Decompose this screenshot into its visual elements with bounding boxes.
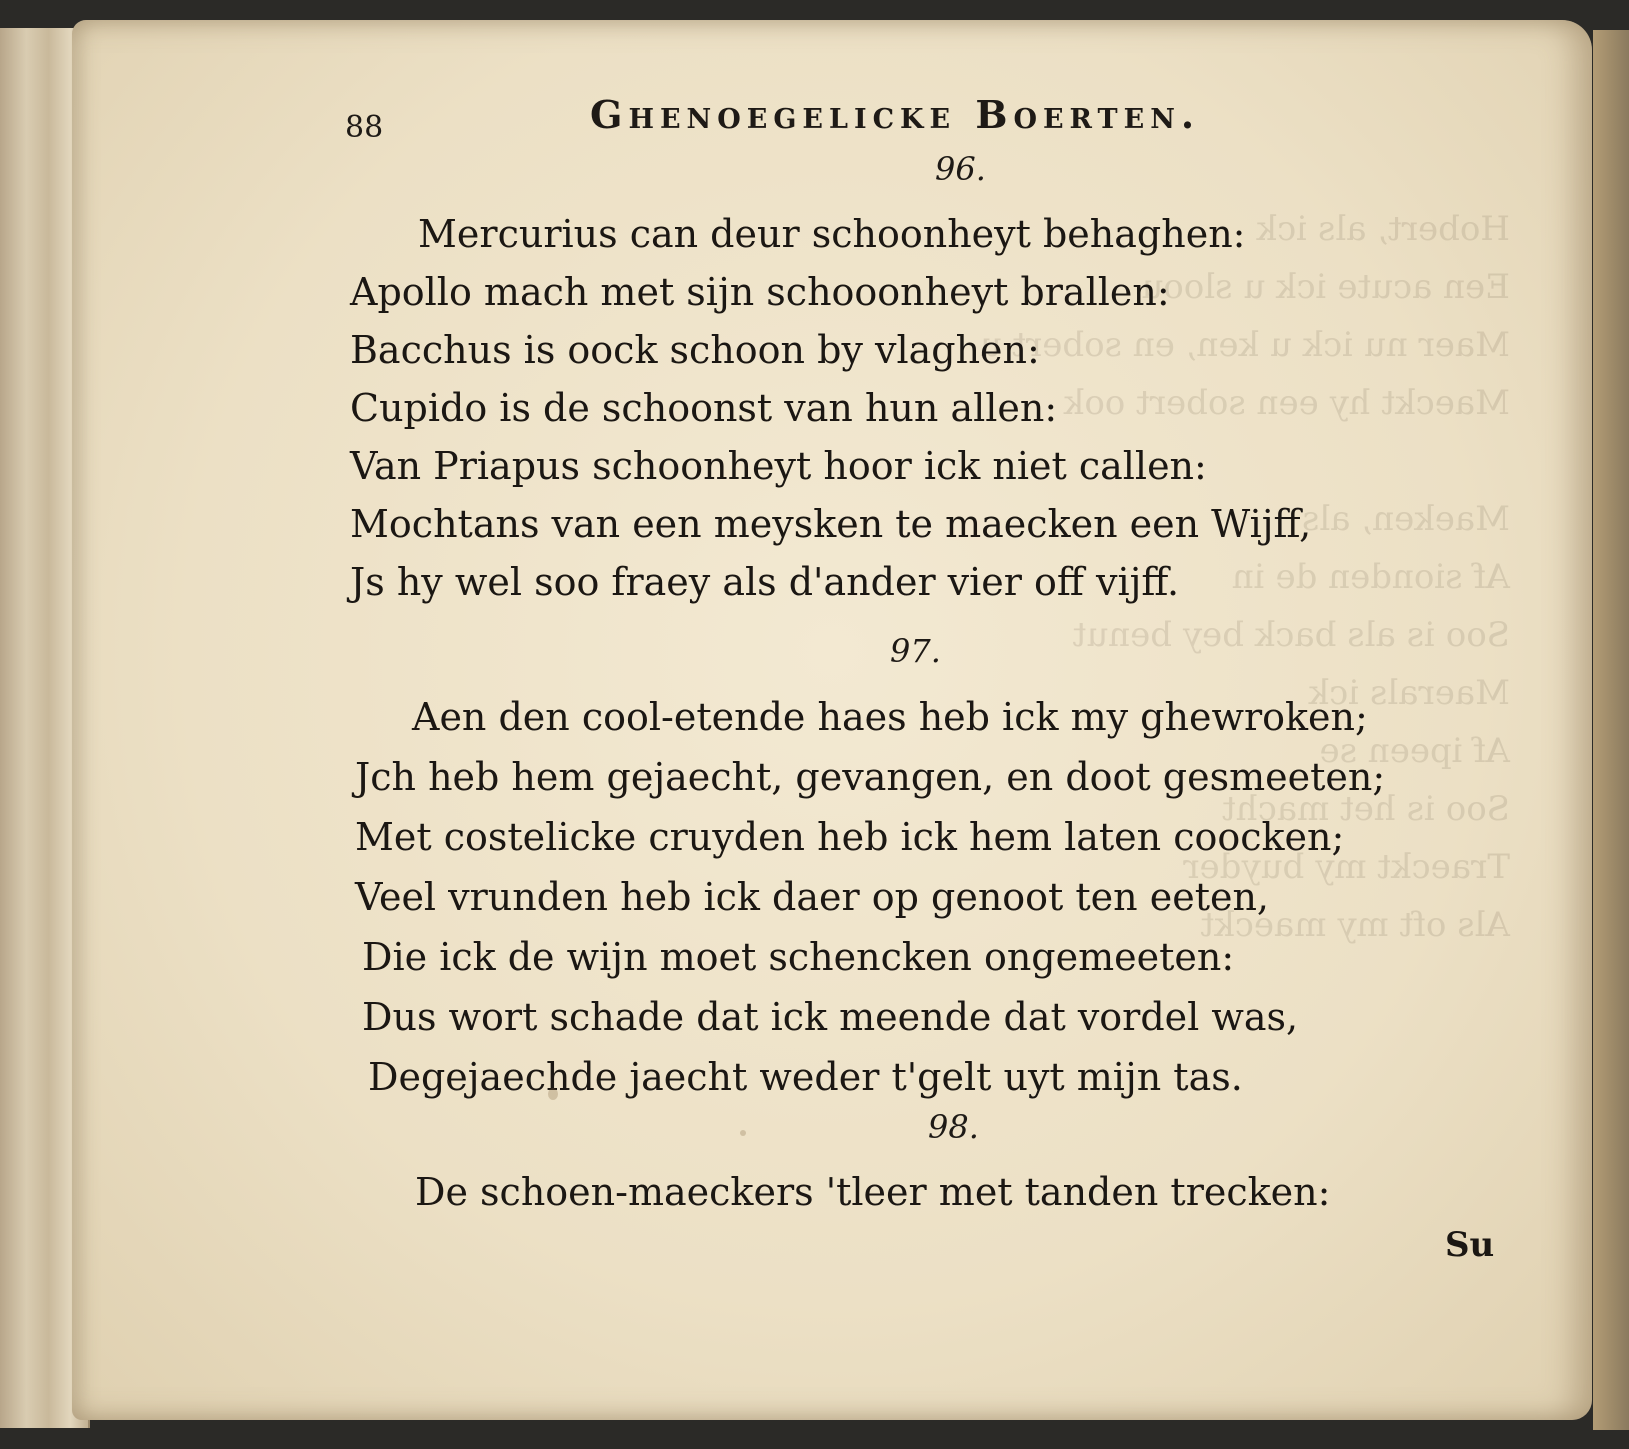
verse-number: 97. [890, 632, 941, 670]
catchword: Su [1445, 1225, 1495, 1265]
verse-line: Met costelicke cruyden heb ick hem laten coocken; [355, 815, 1345, 859]
verse-line: Die ick de wijn moet schencken ongemeeten: [362, 935, 1235, 979]
facing-page-edge [1593, 30, 1629, 1430]
paper-stain [548, 1088, 558, 1100]
verse-line: De schoen-maeckers 'tleer met tanden trecken: [415, 1170, 1331, 1214]
verse-line: Mochtans van een meysken te maecken een Wijff, [350, 502, 1312, 546]
paper-stain [740, 1130, 746, 1136]
verse-line: Veel vrunden heb ick daer op genoot ten eeten, [355, 875, 1270, 919]
verse-line: Apollo mach met sijn schooonheyt brallen: [350, 270, 1170, 314]
verse-number: 98. [928, 1108, 979, 1146]
verse-line: Van Priapus schoonheyt hoor ick niet callen: [350, 444, 1207, 488]
verse-number: 96. [935, 150, 986, 188]
verse-line: Mercurius can deur schoonheyt behaghen: [418, 212, 1246, 256]
verse-line: Jch heb hem gejaecht, gevangen, en doot gesmeeten; [355, 755, 1386, 799]
page-number: 88 [345, 110, 384, 145]
verse-line: Js hy wel soo fraey als d'ander vier off vijff. [350, 560, 1180, 604]
verse-line: Cupido is de schoonst van hun allen: [350, 386, 1058, 430]
verse-line: Aen den cool-etende haes heb ick my ghewroken; [412, 695, 1368, 739]
running-title: Ghenoegelicke Boerten. [590, 92, 1201, 137]
verse-line: Dus wort schade dat ick meende dat vordel was, [362, 995, 1299, 1039]
verse-line: Bacchus is oock schoon by vlaghen: [350, 328, 1040, 372]
verse-line: Degejaechde jaecht weder t'gelt uyt mijn tas. [368, 1055, 1243, 1099]
